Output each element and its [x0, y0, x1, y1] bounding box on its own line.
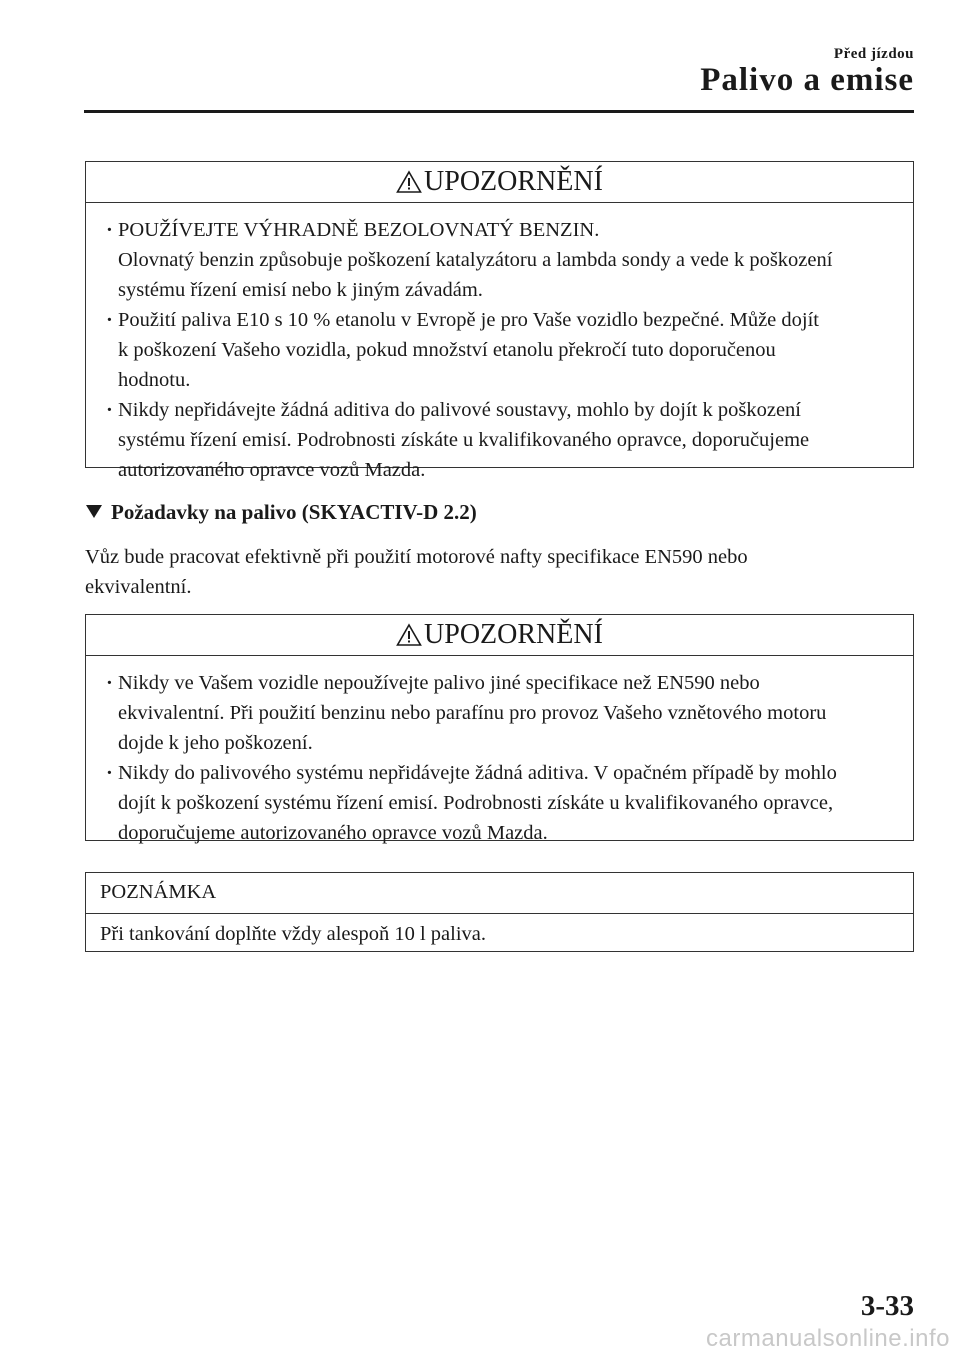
- bullet-icon: ·: [106, 219, 113, 241]
- caution-item: [102, 668, 897, 758]
- caution-item: [102, 758, 897, 848]
- caution-body: [86, 656, 913, 862]
- caution-title: UPOZORNĚNÍ: [424, 619, 603, 650]
- header-divider: [84, 110, 914, 113]
- caution-item: [102, 395, 897, 485]
- caution-header: [86, 162, 913, 203]
- caution-title: UPOZORNĚNÍ: [424, 166, 603, 197]
- section-paragraph: [85, 542, 748, 602]
- section-heading: [85, 500, 477, 525]
- text-line: Nikdy ve Vašem vozidle nepoužívejte palivo jiné specifikace než EN590 nebo: [118, 672, 760, 694]
- text-line: ekvivalentní.: [85, 576, 192, 598]
- caution-box-1: [85, 161, 914, 481]
- page-title: Palivo a emise: [700, 62, 914, 98]
- watermark: carmanualsonline.info: [706, 1325, 950, 1352]
- section-label: Před jízdou: [833, 46, 914, 62]
- bullet-icon: ·: [106, 672, 113, 694]
- note-header: POZNÁMKA: [86, 873, 913, 914]
- text-line: Nikdy nepřidávejte žádná aditiva do palivové soustavy, mohlo by dojít k poškození: [118, 399, 801, 421]
- text-line: systému řízení emisí. Podrobnosti získáte u kvalifikovaného opravce, doporučujeme: [118, 429, 810, 451]
- section-heading-text: Požadavky na palivo (SKYACTIV-D 2.2): [111, 500, 477, 524]
- text-line: Použití paliva E10 s 10 % etanolu v Evropě je pro Vaše vozidlo bezpečné. Může dojít: [118, 309, 819, 331]
- text-line: Olovnatý benzin způsobuje poškození katalyzátoru a lambda sondy a vede k poškození: [118, 249, 833, 271]
- text-line: autorizovaného opravce vozů Mazda.: [118, 459, 426, 481]
- caution-item: [102, 305, 897, 395]
- text-line: dojít k poškození systému řízení emisí. Podrobnosti získáte u kvalifikovaného opravce,: [118, 792, 834, 814]
- text-line: dojde k jeho poškození.: [118, 732, 313, 754]
- bullet-icon: ·: [106, 309, 113, 331]
- caution-body: [86, 203, 913, 499]
- text-line: Nikdy do palivového systému nepřidávejte žádná aditiva. V opačném případě by mohlo: [118, 762, 837, 784]
- bullet-icon: ·: [106, 762, 113, 784]
- warning-triangle-icon: [396, 623, 424, 647]
- triangle-down-icon: [85, 500, 103, 525]
- text-line: k poškození Vašeho vozidla, pokud množství etanolu překročí tuto doporučenou: [118, 339, 776, 361]
- text-line: POUŽÍVEJTE VÝHRADNĚ BEZOLOVNATÝ BENZIN.: [118, 219, 600, 241]
- text-line: doporučujeme autorizovaného opravce vozů Mazda.: [118, 822, 548, 844]
- note-text: Při tankování doplňte vždy alespoň 10 l paliva.: [100, 923, 487, 945]
- caution-box-2: [85, 614, 914, 844]
- bullet-icon: ·: [106, 399, 113, 421]
- text-line: ekvivalentní. Při použití benzinu nebo parafínu pro provoz Vašeho vznětového motoru: [118, 702, 827, 724]
- text-line: Vůz bude pracovat efektivně při použití motorové nafty specifikace EN590 nebo: [85, 546, 748, 568]
- warning-triangle-icon: [396, 170, 424, 194]
- caution-header: [86, 615, 913, 656]
- page-number: 3-33: [860, 1290, 914, 1322]
- caution-item: [102, 215, 897, 305]
- note-box: [85, 872, 914, 952]
- text-line: systému řízení emisí nebo k jiným závadám.: [118, 279, 483, 301]
- text-line: hodnotu.: [118, 369, 191, 391]
